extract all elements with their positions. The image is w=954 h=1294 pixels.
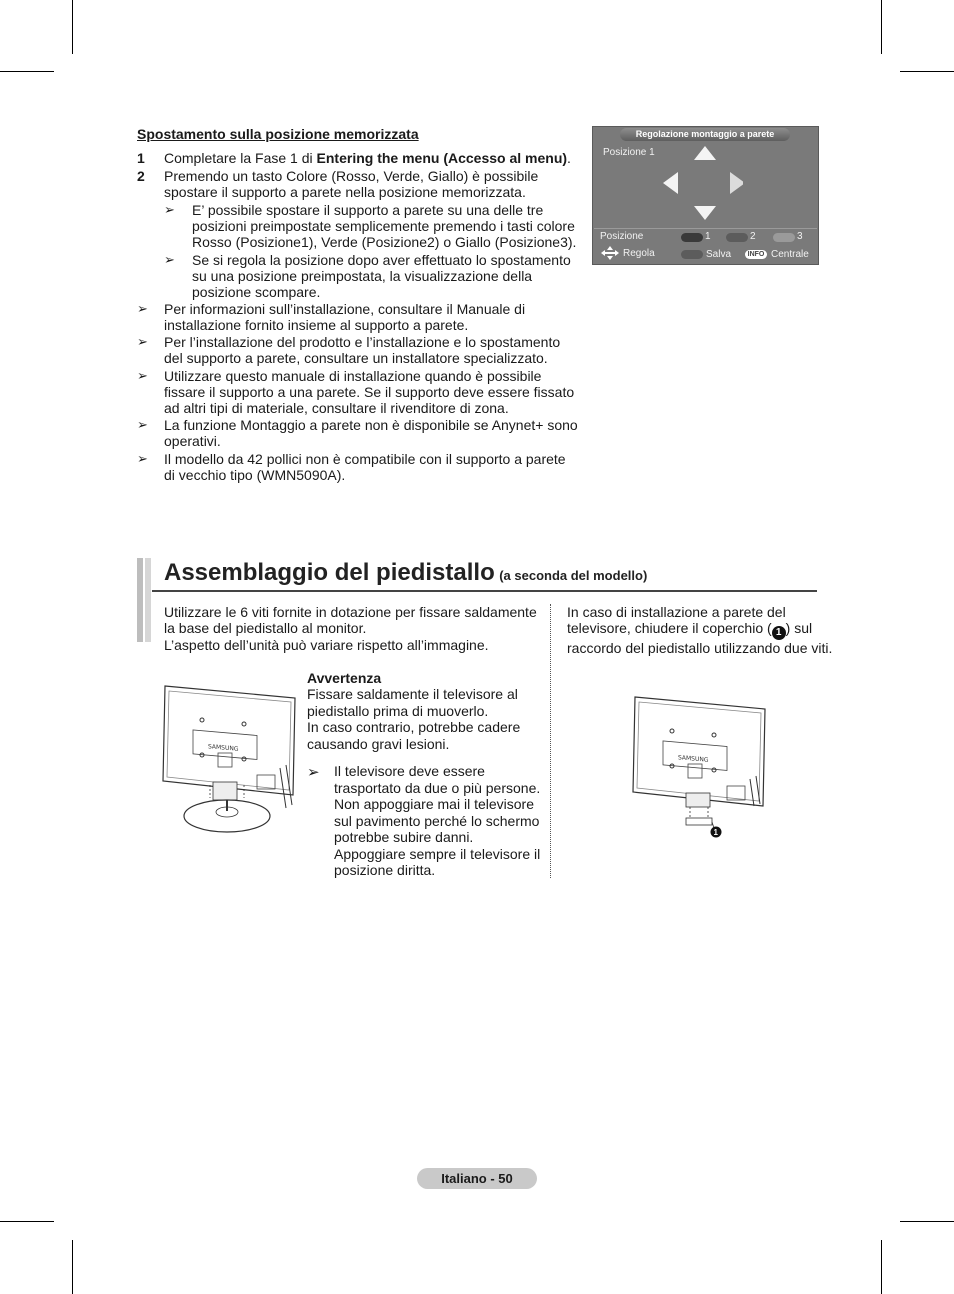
warning-note bbox=[334, 763, 540, 879]
callout-1-icon: 1 bbox=[772, 626, 786, 640]
text-line: Fissare saldamente il televisore al bbox=[307, 686, 518, 702]
section-title bbox=[164, 559, 647, 587]
note-arrow-icon: ➢ bbox=[307, 764, 320, 781]
arrow-right-icon[interactable] bbox=[730, 172, 743, 194]
note-arrow-icon: ➢ bbox=[164, 202, 175, 217]
warning-title: Avvertenza bbox=[307, 670, 382, 686]
preset-label: 1 bbox=[705, 231, 711, 242]
right-text bbox=[567, 604, 832, 656]
text-line: E’ possibile spostare il supporto a parete su una delle tre bbox=[192, 202, 544, 218]
text-line: In caso di installazione a parete del bbox=[567, 604, 786, 620]
step-text-post: . bbox=[567, 150, 571, 166]
osd-menu bbox=[592, 126, 819, 265]
crop-mark bbox=[900, 1221, 954, 1222]
crop-mark bbox=[900, 71, 954, 72]
page-number-badge: Italiano - 50 bbox=[417, 1168, 537, 1189]
text-line: la base del piedistallo al monitor. bbox=[164, 620, 367, 636]
arrow-up-icon[interactable] bbox=[694, 146, 716, 160]
title-bar-accent bbox=[137, 558, 143, 642]
text-line: operativi. bbox=[164, 433, 221, 449]
osd-save: Salva bbox=[706, 249, 732, 260]
text-line: fissare il supporto a una parete. Se il supporto deve essere fissato bbox=[164, 384, 575, 400]
note-arrow-icon: ➢ bbox=[137, 368, 148, 383]
step-text bbox=[164, 150, 571, 166]
sub-note bbox=[192, 202, 576, 250]
crop-mark bbox=[0, 71, 54, 72]
crop-mark bbox=[0, 1221, 54, 1222]
tv-pedestal-illustration bbox=[160, 683, 300, 843]
text-line: posizione scompare. bbox=[192, 284, 321, 300]
step-text-pre: Completare la Fase 1 di bbox=[164, 150, 317, 166]
arrow-down-icon[interactable] bbox=[694, 206, 716, 220]
preset-yellow-pill[interactable] bbox=[773, 233, 795, 242]
text-line: spostare il supporto a parete nella posizione memorizzata. bbox=[164, 184, 526, 200]
text-line: La funzione Montaggio a parete non è disponibile se Anynet+ sono bbox=[164, 417, 578, 433]
text-line: Rosso (Posizione1), Verde (Posizione2) o Giallo (Posizione3). bbox=[192, 234, 577, 250]
text-line: del supporto a parete, consultare un installatore specializzato. bbox=[164, 350, 548, 366]
text-line: Premendo un tasto Colore (Rosso, Verde, Giallo) è possibile bbox=[164, 168, 539, 184]
info-badge[interactable]: INFO bbox=[745, 250, 767, 259]
crop-mark bbox=[881, 1240, 882, 1294]
preset-green-pill[interactable] bbox=[726, 233, 748, 242]
direction-pad bbox=[663, 143, 743, 223]
brand-logo: SAMSUNG bbox=[208, 743, 239, 753]
title-bar-accent bbox=[145, 558, 151, 642]
text-line: installazione fornito insieme al supporto a parete. bbox=[164, 317, 469, 333]
title-underline bbox=[152, 590, 817, 592]
warning-text bbox=[307, 686, 520, 752]
text-line: Appoggiare sempre il televisore il bbox=[334, 845, 541, 862]
crop-mark bbox=[72, 1240, 73, 1294]
text-line: Per l’installazione del prodotto e l’installazione e lo spostamento bbox=[164, 334, 561, 350]
text-line: ad altri tipi di materiale, consultare il rivenditore di zona. bbox=[164, 400, 509, 416]
step-text bbox=[164, 168, 538, 200]
text-line: su una posizione preimpostata, la visualizzazione della bbox=[192, 268, 533, 284]
note bbox=[164, 417, 578, 449]
preset-label: 3 bbox=[797, 231, 803, 242]
note-arrow-icon: ➢ bbox=[137, 417, 148, 432]
text-line: Il modello da 42 pollici non è compatibile con il supporto a parete bbox=[164, 451, 566, 467]
step-number: 2 bbox=[137, 168, 145, 184]
text-fragment: televisore, chiudere il coperchio ( bbox=[567, 620, 772, 636]
step-text-bold: Entering the menu (Accesso al menu) bbox=[316, 150, 568, 166]
section-title-sub: (a seconda del modello) bbox=[499, 568, 648, 583]
text-line: Utilizzare questo manuale di installazione quando è possibile bbox=[164, 368, 542, 384]
preset-red-pill[interactable] bbox=[681, 233, 703, 242]
brand-logo: SAMSUNG bbox=[678, 754, 709, 764]
text-line: Per informazioni sull’installazione, consultare il Manuale di bbox=[164, 301, 526, 317]
osd-divider bbox=[594, 228, 817, 229]
osd-title: Regolazione montaggio a parete bbox=[620, 128, 790, 141]
sub-note bbox=[192, 252, 571, 300]
note bbox=[164, 334, 560, 366]
osd-adjust: Regola bbox=[623, 248, 655, 259]
tv-wallmount-illustration bbox=[630, 694, 770, 844]
crop-mark bbox=[881, 0, 882, 54]
text-line: posizione diritta. bbox=[334, 862, 436, 878]
text-line: piedistallo prima di muoverlo. bbox=[307, 702, 489, 719]
note bbox=[164, 301, 525, 333]
note-arrow-icon: ➢ bbox=[137, 301, 148, 316]
text-line: Utilizzare le 6 viti fornite in dotazione per fissare saldamente bbox=[164, 604, 537, 620]
text-fragment: ) sul bbox=[785, 620, 813, 636]
arrow-left-icon[interactable] bbox=[663, 172, 678, 194]
osd-center: Centrale bbox=[771, 249, 809, 260]
note-arrow-icon: ➢ bbox=[137, 334, 148, 349]
text-line: trasportato da due o più persone. bbox=[334, 779, 541, 796]
preset-label: 2 bbox=[750, 231, 756, 242]
note-arrow-icon: ➢ bbox=[164, 252, 175, 267]
text-line: potrebbe subire danni. bbox=[334, 829, 474, 845]
step-number: 1 bbox=[137, 150, 145, 166]
crop-mark bbox=[72, 0, 73, 54]
osd-position-label: Posizione 1 bbox=[603, 147, 655, 158]
intro-text bbox=[164, 604, 537, 653]
note bbox=[164, 451, 566, 483]
callout-number: 1 bbox=[713, 828, 718, 837]
text-line: Il televisore deve essere bbox=[334, 763, 485, 779]
text-line bbox=[567, 620, 832, 640]
text-line: Se si regola la posizione dopo aver effettuato lo spostamento bbox=[192, 252, 571, 268]
column-divider bbox=[550, 604, 551, 878]
note bbox=[164, 368, 574, 416]
text-line: In caso contrario, potrebbe cadere bbox=[307, 719, 521, 735]
text-line: di vecchio tipo (WMN5090A). bbox=[164, 467, 346, 483]
move-icon bbox=[601, 246, 619, 260]
section-heading: Spostamento sulla posizione memorizzata bbox=[137, 126, 419, 142]
section-title-main: Assemblaggio del piedistallo bbox=[164, 559, 495, 586]
save-pill[interactable] bbox=[681, 250, 703, 259]
osd-footer-position: Posizione bbox=[600, 231, 644, 242]
text-line: raccordo del piedistallo utilizzando due viti. bbox=[567, 640, 833, 656]
text-line: causando gravi lesioni. bbox=[307, 735, 450, 752]
text-line: sul pavimento perché lo schermo bbox=[334, 812, 540, 829]
text-line: Non appoggiare mai il televisore bbox=[334, 796, 534, 812]
text-line: L’aspetto dell’unità può variare rispetto all’immagine. bbox=[164, 637, 489, 653]
note-arrow-icon: ➢ bbox=[137, 451, 148, 466]
text-line: posizioni preimpostate semplicemente premendo i tasti colore bbox=[192, 218, 575, 234]
